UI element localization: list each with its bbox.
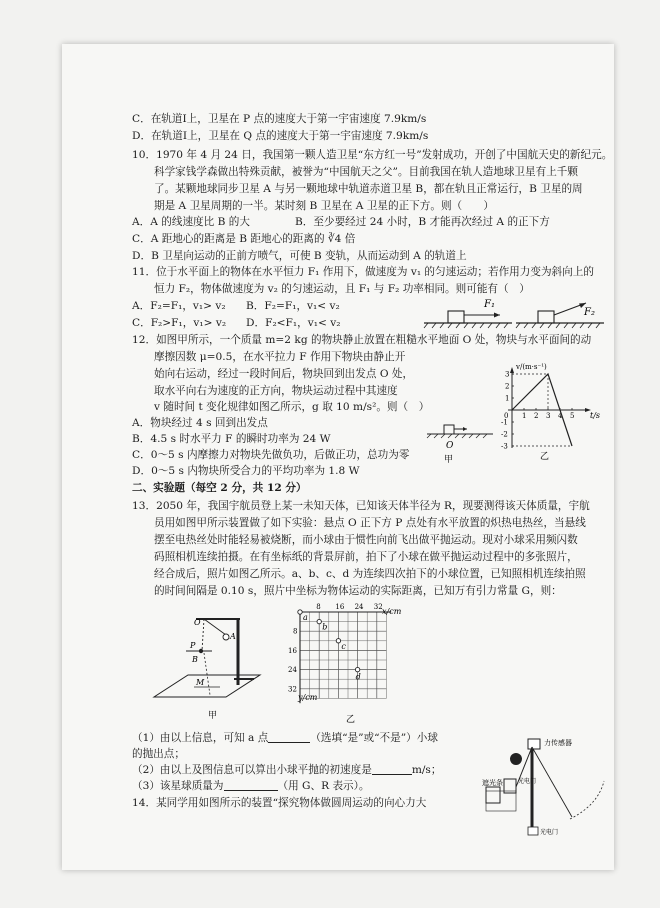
- y-tick-label: 1: [505, 394, 510, 403]
- point-label-d: d: [355, 672, 361, 682]
- data-point-d: [355, 667, 359, 671]
- q12-stem: v 随时间 t 变化规律如图乙所示，g 取 10 m/s²。则（ ）: [154, 401, 430, 413]
- figure-caption: 甲: [444, 455, 454, 465]
- figure-caption: 乙: [346, 715, 356, 725]
- q10-stem: 10．1970 年 4 月 24 日，我国第一颗人造卫星“东方红一号”发射成功，开创了中国航天史的新纪元。: [132, 149, 613, 161]
- q13-stem: 经合成后，照片如图乙所示。a、b、c、d 为连续四次拍下的小球位置，已知照相机连续拍照: [154, 568, 586, 580]
- q10-stem: 科学家钱学森做出特殊贡献，被誉为“中国航天之父”。目前我国在轨人造地球卫星有上千颗: [154, 166, 578, 178]
- data-point-a: [298, 610, 302, 614]
- q12-option-a: A．物块经过 4 s 回到出发点: [132, 417, 268, 429]
- q14-stem: 14．某同学用如图所示的装置“探究物体做圆周运动的向心力大: [132, 797, 427, 809]
- answer-blank[interactable]: [224, 780, 278, 791]
- x-tick-label: 8: [316, 603, 321, 611]
- q13-part1-text: （1）由以上信息，可知 a 点: [132, 732, 269, 744]
- q13-part1: [132, 732, 438, 745]
- q13-grid-chart: [286, 596, 406, 728]
- point-b: B: [192, 655, 198, 664]
- x-tick-label: 5: [570, 412, 575, 420]
- y-tick-label: 24: [288, 666, 297, 675]
- t-axis-label: t/s: [590, 411, 601, 420]
- point-a: A: [230, 632, 236, 641]
- q10-stem: 了。某颗地球同步卫星 A 与另一颗地球中轨道赤道卫星 B，都在轨且正常运行，B 卫星的周: [154, 183, 583, 195]
- x-tick-label: 24: [354, 603, 364, 611]
- q12-figure-jia: [425, 420, 495, 465]
- point-p: P: [190, 641, 196, 650]
- grid-lines: [300, 612, 391, 703]
- x-tick-label: 4: [558, 412, 563, 420]
- y-axis-label: y/cm: [298, 693, 318, 702]
- y-tick-label: -2: [501, 430, 508, 439]
- force-sensor-label: 力传感器: [544, 739, 572, 747]
- shading-strip-label: 遮光条: [482, 779, 503, 787]
- q13-part3-text: （用 G、R 表示）。: [277, 780, 370, 792]
- q13-part1-cont: 的抛出点；: [132, 748, 185, 760]
- q10-option-b: B．至少要经过 24 小时，B 才能再次经过 A 的正下方: [295, 216, 550, 228]
- q10-option-a: A．A 的线速度比 B 的大: [132, 216, 250, 228]
- q11-option-c: C．F₂>F₁，v₁> v₂: [132, 317, 227, 329]
- x-tick-label: 32: [373, 603, 383, 611]
- grid-point-group: [298, 610, 361, 682]
- q13-part2: [132, 764, 441, 777]
- q12-option-c: C．0～5 s 内摩擦力对物块先做负功，后做正功，总功为零: [132, 449, 410, 461]
- q11-option-b: B．F₂=F₁，v₁< v₂: [246, 300, 340, 312]
- photogate-label-bottom: 光电门: [540, 829, 559, 836]
- q14-figure: [478, 735, 613, 838]
- q11-option-d: D．F₂<F₁，v₁< v₂: [246, 317, 341, 329]
- photogate-label-top: 光电门: [518, 778, 537, 785]
- q12-stem: 取水平向右为速度的正方向，物块运动过程中其速度: [154, 385, 398, 397]
- q12-option-d: D．0～5 s 内物块所受合力的平均功率为 1.8 W: [132, 465, 360, 477]
- q12-stem: 摩擦因数 μ=0.5，在水平拉力 F 作用下物块由静止开: [154, 351, 406, 363]
- q13-stem: 码照相机连续拍摄。在有坐标纸的背景屏前，拍下了小球在做平抛运动过程中的多张照片，: [154, 551, 578, 563]
- q13-part2-text: （2）由以上及图信息可以算出小球平抛的初速度是: [132, 764, 372, 776]
- point-label-c: c: [341, 641, 346, 651]
- y-tick-label: 3: [505, 370, 510, 379]
- q10-stem: 期是 A 卫星周期的一半。某时刻 B 卫星在 A 卫星的正下方。则（ ）: [154, 200, 494, 212]
- y-tick-label: 16: [288, 646, 297, 655]
- point-o: O: [194, 618, 201, 627]
- q11-stem: 11．位于水平面上的物体在水平恒力 F₁ 作用下，做速度为 v₁ 的匀速运动；若作用力变为斜向上的: [132, 266, 594, 278]
- q13-part3-text: （3）该星球质量为: [132, 780, 224, 792]
- q11-option-a: A．F₂=F₁，v₁> v₂: [132, 300, 226, 312]
- y-tick-label: 8: [293, 627, 298, 636]
- q13-stem: 13．2050 年，我国宇航员登上某一未知天体，已知该天体半径为 R，现要测得该天体质量，宇航: [132, 500, 590, 512]
- q12-vt-chart: [490, 360, 610, 460]
- data-point-b: [317, 619, 321, 623]
- origin-label: O: [446, 441, 454, 451]
- point-label-a: a: [303, 613, 308, 622]
- section-heading: 二、实验题（每空 2 分，共 12 分）: [132, 482, 307, 494]
- q13-part3: [132, 780, 370, 793]
- x-tick-label: 16: [335, 603, 345, 611]
- q13-stem: 的时间间隔是 0.10 s，照片中坐标为物体运动的实际距离，已知万有引力常量 G，则：: [154, 585, 562, 597]
- x-tick-label: 3: [546, 412, 551, 420]
- q11-figure: [420, 297, 610, 329]
- v-axis-label: v/(m·s⁻¹): [516, 363, 547, 371]
- q10-option-d: D．B 卫星向运动的正前方喷气，可使 B 变轨，从而运动到 A 的轨道上: [132, 250, 467, 262]
- q13-stem: 员用如图甲所示装置做了如下实验：悬点 O 正下方 P 点处有水平放置的炽热电热丝，当悬线: [154, 517, 586, 529]
- q13-stem: 摆至电热丝处时能轻易被烧断，而小球由于惯性向前飞出做平抛运动。现对小球采用频闪数: [154, 534, 578, 546]
- x-axis-label: x/cm: [382, 607, 402, 616]
- q13-figure-jia: [150, 605, 265, 725]
- force-label-f1: F₁: [484, 299, 495, 310]
- q12-stem: 始向右运动，经过一段时间后，物块回到出发点 O 处，: [154, 368, 414, 380]
- point-label-b: b: [322, 622, 328, 632]
- q13-part2-unit: m/s；: [411, 764, 442, 776]
- data-point-c: [336, 639, 340, 643]
- x-tick-label: 1: [522, 412, 527, 420]
- option-line-c: C．在轨道Ⅰ上，卫星在 P 点的速度大于第一宇宙速度 7.9km/s: [132, 113, 427, 125]
- figure-caption: 乙: [540, 452, 550, 462]
- origin-zero: 0: [504, 412, 509, 420]
- force-label-f2: F₂: [584, 307, 595, 318]
- answer-blank[interactable]: [268, 732, 310, 743]
- option-line-d: D．在轨道Ⅰ上，卫星在 Q 点的速度大于第一宇宙速度 7.9km/s: [132, 130, 429, 142]
- q12-stem: 12．如图甲所示，一个质量 m=2 kg 的物块静止放置在粗糙水平地面 O 处，物块与水平面间的动: [132, 334, 592, 346]
- y-tick-label: 2: [505, 382, 510, 391]
- q11-stem: 恒力 F₂，物体做速度为 v₂ 的匀速运动，且 F₁ 与 F₂ 功率相同。则可能有（ ）: [154, 283, 530, 295]
- point-m: M: [196, 678, 205, 687]
- answer-blank[interactable]: [372, 764, 412, 775]
- q13-part1-text: （选填“是”或“不是”）小球: [310, 732, 438, 744]
- x-tick-label: 2: [534, 412, 539, 420]
- q10-option-c: C．A 距地心的距离是 B 距地心的距离的 ∛4 倍: [132, 233, 356, 245]
- q12-option-b: B．4.5 s 时水平力 F 的瞬时功率为 24 W: [132, 433, 331, 445]
- y-tick-label: 32: [288, 685, 297, 694]
- y-tick-label: -1: [501, 418, 508, 427]
- figure-caption: 甲: [208, 711, 218, 721]
- y-tick-label: -3: [501, 442, 508, 451]
